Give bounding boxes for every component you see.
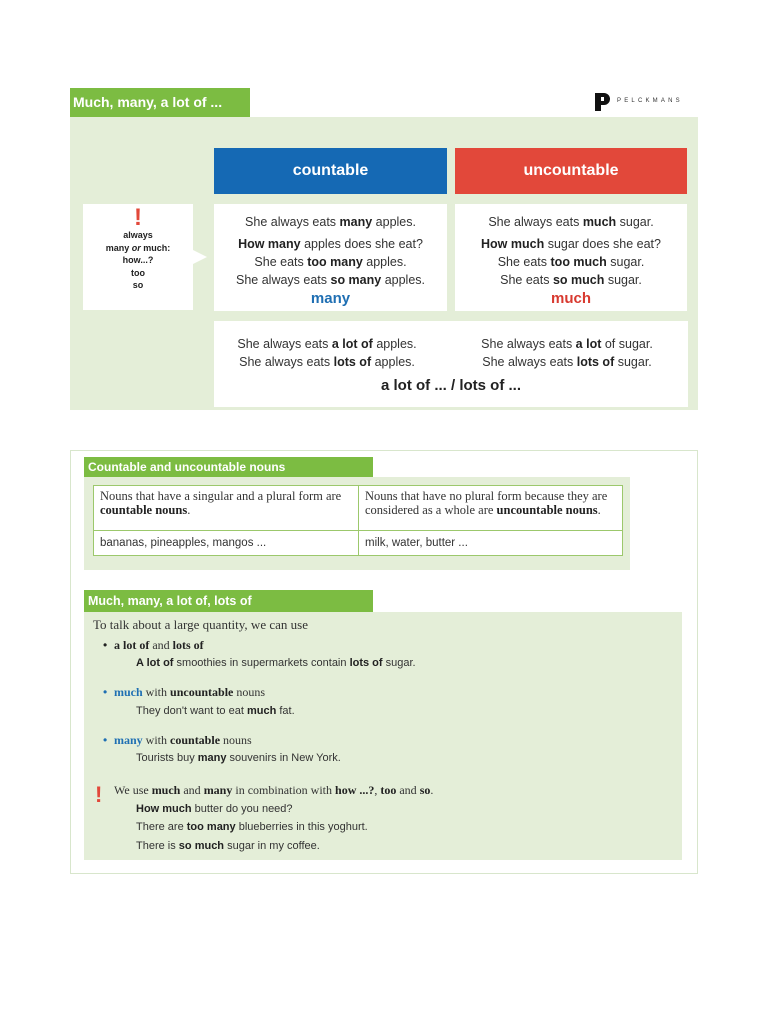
table-cell: Nouns that have a singular and a plural form are countable nouns.: [94, 486, 359, 531]
note-line: many or much:: [105, 242, 171, 253]
intro-text: To talk about a large quantity, we can use: [93, 617, 308, 632]
bullet-icon: •: [103, 638, 108, 652]
example-sentence: She always eats lots of apples.: [239, 355, 415, 369]
example-sentence: She always eats much sugar.: [488, 215, 654, 229]
rule-example: How much butter do you need?: [136, 803, 293, 815]
example-sentence: She eats too many apples.: [254, 255, 407, 269]
nouns-table: [93, 485, 623, 556]
rule-line: a lot of and lots of: [114, 638, 204, 652]
bullet-icon: •: [103, 733, 108, 747]
example-sentence: She always eats many apples.: [245, 215, 416, 229]
table-row: [94, 486, 623, 531]
example-sentence: She always eats so many apples.: [236, 273, 425, 287]
table-cell: Nouns that have no plural form because they are considered as a whole are uncountable nouns.: [359, 486, 623, 531]
note-line: so: [132, 280, 144, 290]
note-line: always: [123, 230, 153, 240]
exclamation-icon: !: [95, 782, 103, 807]
panel-title: Much, many, a lot of ...: [70, 88, 250, 117]
note-line: how...?: [122, 255, 154, 265]
logo-mark-icon: [593, 91, 611, 113]
note-line: too: [131, 267, 145, 278]
rule-example: They don't want to eat much fat.: [136, 705, 295, 717]
rule-example: A lot of smoothies in supermarkets contain lots of sugar.: [136, 657, 416, 669]
countable-header: countable: [214, 148, 447, 194]
exclamation-icon: !: [134, 204, 142, 231]
keyword-much: much: [550, 290, 591, 307]
example-sentence: She always eats a lot of apples.: [237, 337, 417, 351]
rule-example: There is so much sugar in my coffee.: [136, 840, 320, 852]
example-sentence: She eats so much sugar.: [500, 273, 642, 287]
table-cell: milk, water, butter ...: [359, 531, 623, 556]
a-lot-of-uncountable-column: [446, 335, 688, 371]
logo-text: PELCKMANS: [617, 98, 683, 104]
keyword-a-lot-of: a lot of ... / lots of ...: [381, 377, 521, 394]
keyword-many: many: [310, 290, 351, 307]
example-sentence: She always eats a lot of sugar.: [481, 337, 653, 351]
arrow-right-icon: [193, 250, 207, 264]
section-title: Countable and uncountable nouns: [84, 457, 373, 477]
countable-examples: [214, 204, 447, 311]
a-lot-of-examples: [214, 321, 688, 407]
uncountable-examples: [455, 204, 687, 311]
uncountable-header: uncountable: [455, 148, 687, 194]
rule-example: There are too many blueberries in this yoghurt.: [136, 821, 368, 833]
bullet-icon: •: [103, 685, 108, 699]
example-sentence: She always eats lots of sugar.: [482, 355, 652, 369]
section-title: Much, many, a lot of, lots of: [84, 590, 373, 612]
rule-example: Tourists buy many souvenirs in New York.: [136, 752, 341, 764]
table-row: [94, 531, 623, 556]
rule-line: many with countable nouns: [114, 733, 252, 747]
example-sentence: How many apples does she eat?: [238, 237, 423, 251]
example-sentence: How much sugar does she eat?: [481, 237, 661, 251]
example-sentence: She eats too much sugar.: [497, 255, 645, 269]
pelckmans-logo: [593, 91, 698, 113]
a-lot-of-countable-column: [214, 335, 440, 371]
table-cell: bananas, pineapples, mangos ...: [94, 531, 359, 556]
note-box: [83, 204, 193, 310]
rule-line: much with uncountable nouns: [114, 685, 266, 699]
rule-note: We use much and many in combination with how ...?, too and so.: [114, 783, 434, 797]
